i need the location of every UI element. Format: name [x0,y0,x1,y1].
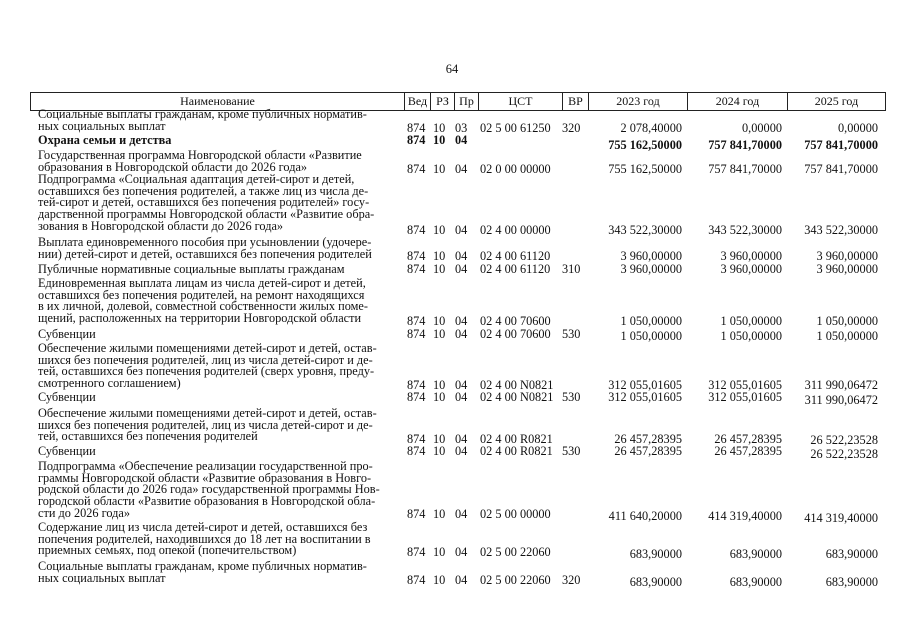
row-pr: 04 [455,327,468,341]
row-cst: 02 4 00 70600 [480,327,551,341]
row-rz: 10 [433,327,446,341]
row-pr: 04 [455,545,468,559]
row-cst: 02 4 00 N0821 [480,390,554,404]
row-rz: 10 [433,507,446,521]
row-pr: 04 [455,162,468,176]
row-2024: 414 319,40000 [708,509,782,523]
row-rz: 10 [433,249,446,263]
row-2024: 312 055,01605 [708,378,782,392]
row-rz: 10 [433,390,446,404]
row-name: Публичные нормативные социальные выплаты гражданам [38,262,345,276]
row-cst: 02 5 00 00000 [480,507,551,521]
row-ved: 874 [407,162,426,176]
page-number: 64 [445,62,459,76]
row-2023: 312 055,01605 [608,390,682,404]
row-name: Социальные выплаты гражданам, кроме публичных норматив- ных социальных выплат [38,107,367,133]
row-ved: 874 [407,223,426,237]
row-pr: 04 [455,133,468,147]
row-rz: 10 [433,121,446,135]
row-2025: 26 522,23528 [810,447,878,461]
row-pr: 04 [455,223,468,237]
row-2024: 683,90000 [729,547,782,561]
row-cst: 02 4 00 00000 [480,223,551,237]
row-cst: 02 4 00 N0821 [480,378,554,392]
row-vr: 530 [562,327,581,341]
row-cst: 02 4 00 R0821 [480,432,553,446]
row-cst: 02 4 00 70600 [480,314,551,328]
row-vr: 530 [562,390,581,404]
row-2023: 683,90000 [629,547,682,561]
row-ved: 874 [407,327,426,341]
row-name: Государственная программа Новгородской области «Развитие образования в Новгородской области до 2026 года» [38,148,362,174]
header-pr: Пр [454,93,478,110]
row-2023: 26 457,28395 [614,444,682,458]
row-vr: 310 [562,262,581,276]
row-pr: 04 [455,390,468,404]
row-ved: 874 [407,314,426,328]
row-name: Обеспечение жилыми помещениями детей-сирот и детей, остав- шихся без попечения родителей, лиц из числа детей-сирот и де- тей, оставшихся без попечения родителей (сверх уровня, преду- смотренного соглашением) [38,341,377,391]
row-pr: 04 [455,444,468,458]
row-ved: 874 [407,573,426,587]
row-2025: 683,90000 [825,575,878,589]
row-2023: 312 055,01605 [608,378,682,392]
row-2025: 26 522,23528 [810,433,878,447]
row-2025: 0,00000 [838,121,878,135]
row-2024: 0,00000 [742,121,782,135]
row-2024: 1 050,00000 [720,329,782,343]
row-vr: 320 [562,121,581,135]
row-ved: 874 [407,121,426,135]
row-2024: 26 457,28395 [714,432,782,446]
row-pr: 04 [455,249,468,263]
row-2023: 755 162,50000 [608,162,682,176]
row-rz: 10 [433,545,446,559]
row-pr: 04 [455,378,468,392]
row-2023: 1 050,00000 [620,314,682,328]
row-2023: 3 960,00000 [620,262,682,276]
row-2025: 3 960,00000 [816,249,878,263]
row-2024: 757 841,70000 [708,162,782,176]
row-2025: 343 522,30000 [804,223,878,237]
row-name: Субвенции [38,390,96,404]
row-rz: 10 [433,133,446,147]
row-pr: 03 [455,121,468,135]
row-name: Подпрограмма «Обеспечение реализации государственной про- граммы Новгородской области «Развитие образования в Новго- родской области до 2026 года» государственной программы Нов- городской области «Развитие образования в Новгородской обла- сти до 2026 года» [38,459,380,520]
row-rz: 10 [433,162,446,176]
row-cst: 02 5 00 22060 [480,573,551,587]
row-2025: 757 841,70000 [804,162,878,176]
row-name: Единовременная выплата лицам из числа детей-сирот и детей, оставшихся без попечения родителей, на ремонт находящихся в их личной, долевой, совместной собственности жилых поме- щений, расположенных на территории Новгородской области [38,276,368,326]
row-cst: 02 4 00 61120 [480,262,551,276]
row-ved: 874 [407,507,426,521]
row-2025: 3 960,00000 [816,262,878,276]
row-name: Содержание лиц из числа детей-сирот и детей, оставшихся без попечения родителей, находившихся до 18 лет на воспитании в приемных семьях, под опекой (попечительством) [38,520,371,558]
row-ved: 874 [407,432,426,446]
row-2025: 683,90000 [825,547,878,561]
row-2023: 683,90000 [629,575,682,589]
row-vr: 320 [562,573,581,587]
row-cst: 02 4 00 R0821 [480,444,553,458]
row-vr: 530 [562,444,581,458]
row-2023: 26 457,28395 [614,432,682,446]
row-rz: 10 [433,262,446,276]
row-rz: 10 [433,378,446,392]
row-2024: 26 457,28395 [714,444,782,458]
header-vr: ВР [562,93,588,110]
row-2024: 343 522,30000 [708,223,782,237]
row-rz: 10 [433,223,446,237]
row-2023: 411 640,20000 [608,509,682,523]
row-2024: 1 050,00000 [720,314,782,328]
row-2025: 1 050,00000 [816,329,878,343]
header-ved: Вед [404,93,430,110]
row-cst: 02 0 00 00000 [480,162,551,176]
row-cst: 02 4 00 61120 [480,249,551,263]
row-2025: 757 841,70000 [804,138,878,152]
row-2024: 683,90000 [729,575,782,589]
row-2025: 1 050,00000 [816,314,878,328]
row-cst: 02 5 00 22060 [480,545,551,559]
row-pr: 04 [455,314,468,328]
row-ved: 874 [407,133,426,147]
header-cst: ЦСТ [478,93,562,110]
row-name: Охрана семьи и детства [38,133,172,147]
row-2024: 312 055,01605 [708,390,782,404]
row-2023: 755 162,50000 [608,138,682,152]
row-2023: 3 960,00000 [620,249,682,263]
row-name: Обеспечение жилыми помещениями детей-сирот и детей, остав- шихся без попечения родителей, лиц из числа детей-сирот и де- тей, оставшихся без попечения родителей [38,406,377,444]
row-name: Субвенции [38,327,96,341]
row-ved: 874 [407,390,426,404]
row-2023: 2 078,40000 [620,121,682,135]
header-name: Наименование [30,93,404,110]
row-rz: 10 [433,573,446,587]
row-ved: 874 [407,262,426,276]
row-pr: 04 [455,507,468,521]
row-name: Социальные выплаты гражданам, кроме публичных норматив- ных социальных выплат [38,559,367,585]
row-cst: 02 5 00 61250 [480,121,551,135]
header-2023: 2023 год [588,93,687,110]
row-2025: 311 990,06472 [804,378,878,392]
header-2025: 2025 год [787,93,886,110]
row-name: Подпрограмма «Социальная адаптация детей-сирот и детей, оставшихся без попечения родителей, а также лиц из числа де- тей-сирот и детей, оставшихся без попечения родителей» госу- дарственной программы Новгородской области «Развитие обра- зования в Новгородской области до 2026 года» [38,172,375,233]
row-ved: 874 [407,249,426,263]
row-rz: 10 [433,444,446,458]
row-2024: 3 960,00000 [720,262,782,276]
row-2023: 343 522,30000 [608,223,682,237]
row-pr: 04 [455,573,468,587]
row-pr: 04 [455,432,468,446]
row-ved: 874 [407,378,426,392]
row-2025: 414 319,40000 [804,511,878,525]
row-2024: 3 960,00000 [720,249,782,263]
row-rz: 10 [433,314,446,328]
row-pr: 04 [455,262,468,276]
row-ved: 874 [407,444,426,458]
row-2023: 1 050,00000 [620,329,682,343]
row-rz: 10 [433,432,446,446]
row-name: Субвенции [38,444,96,458]
header-2024: 2024 год [687,93,787,110]
header-rz: РЗ [430,93,454,110]
row-name: Выплата единовременного пособия при усыновлении (удочере- нии) детей-сирот и детей, оставшихся без попечения родителей [38,235,372,261]
row-2024: 757 841,70000 [708,138,782,152]
row-2025: 311 990,06472 [804,393,878,407]
row-ved: 874 [407,545,426,559]
